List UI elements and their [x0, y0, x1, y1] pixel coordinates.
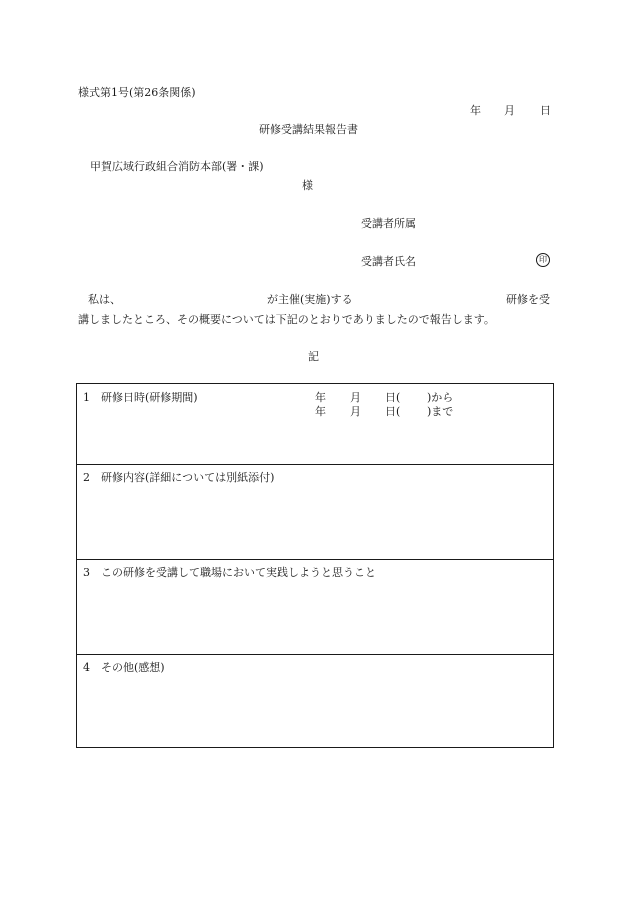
recipient-honorific: 様: [302, 179, 313, 192]
period-end-month: 月: [350, 405, 361, 418]
ki-heading: 記: [308, 350, 319, 363]
recipient-name: 甲賀広域行政組合消防本部(署・課): [90, 160, 264, 173]
seal-mark-icon: 印: [536, 253, 550, 267]
trainee-affiliation-label: 受講者所属: [361, 217, 416, 230]
body-lead-text: 私は、: [88, 293, 121, 306]
report-table: [76, 383, 554, 748]
period-end-year: 年: [315, 405, 326, 418]
row-caption: [83, 389, 198, 405]
body-second-line: 講しましたところ、その概要については下記のとおりでありましたので報告します。: [78, 313, 495, 326]
row-label: 研修日時(研修期間): [101, 391, 198, 404]
row-number: 3: [83, 566, 90, 579]
row-caption: [83, 564, 376, 580]
body-tail-text: 研修を受: [506, 293, 550, 306]
document-title: 研修受講結果報告書: [259, 123, 358, 136]
table-row-training-period: [77, 384, 553, 465]
row-number: 4: [83, 661, 90, 674]
date-year-label: 年: [470, 104, 481, 117]
row-caption: [83, 659, 165, 675]
date-day-label: 日: [540, 104, 551, 117]
period-start-close: )から: [427, 391, 454, 404]
table-row-practice-plan: [77, 559, 553, 655]
row-caption: [83, 469, 274, 485]
period-start-year: 年: [315, 391, 326, 404]
form-number: 様式第1号(第26条関係): [78, 86, 196, 99]
period-end-close: )まで: [427, 405, 454, 418]
date-month-label: 月: [504, 104, 515, 117]
period-start-day: 日(: [385, 391, 401, 404]
table-row-impressions: [77, 654, 553, 748]
row-label: この研修を受講して職場において実践しようと思うこと: [101, 566, 376, 579]
row-number: 2: [83, 471, 90, 484]
row-label: 研修内容(詳細については別紙添付): [101, 471, 275, 484]
period-end-day: 日(: [385, 405, 401, 418]
body-host-text: が主催(実施)する: [267, 293, 353, 306]
period-start-month: 月: [350, 391, 361, 404]
table-row-training-content: [77, 464, 553, 560]
row-number: 1: [83, 391, 90, 404]
trainee-name-label: 受講者氏名: [361, 255, 416, 268]
row-label: その他(感想): [101, 661, 165, 674]
